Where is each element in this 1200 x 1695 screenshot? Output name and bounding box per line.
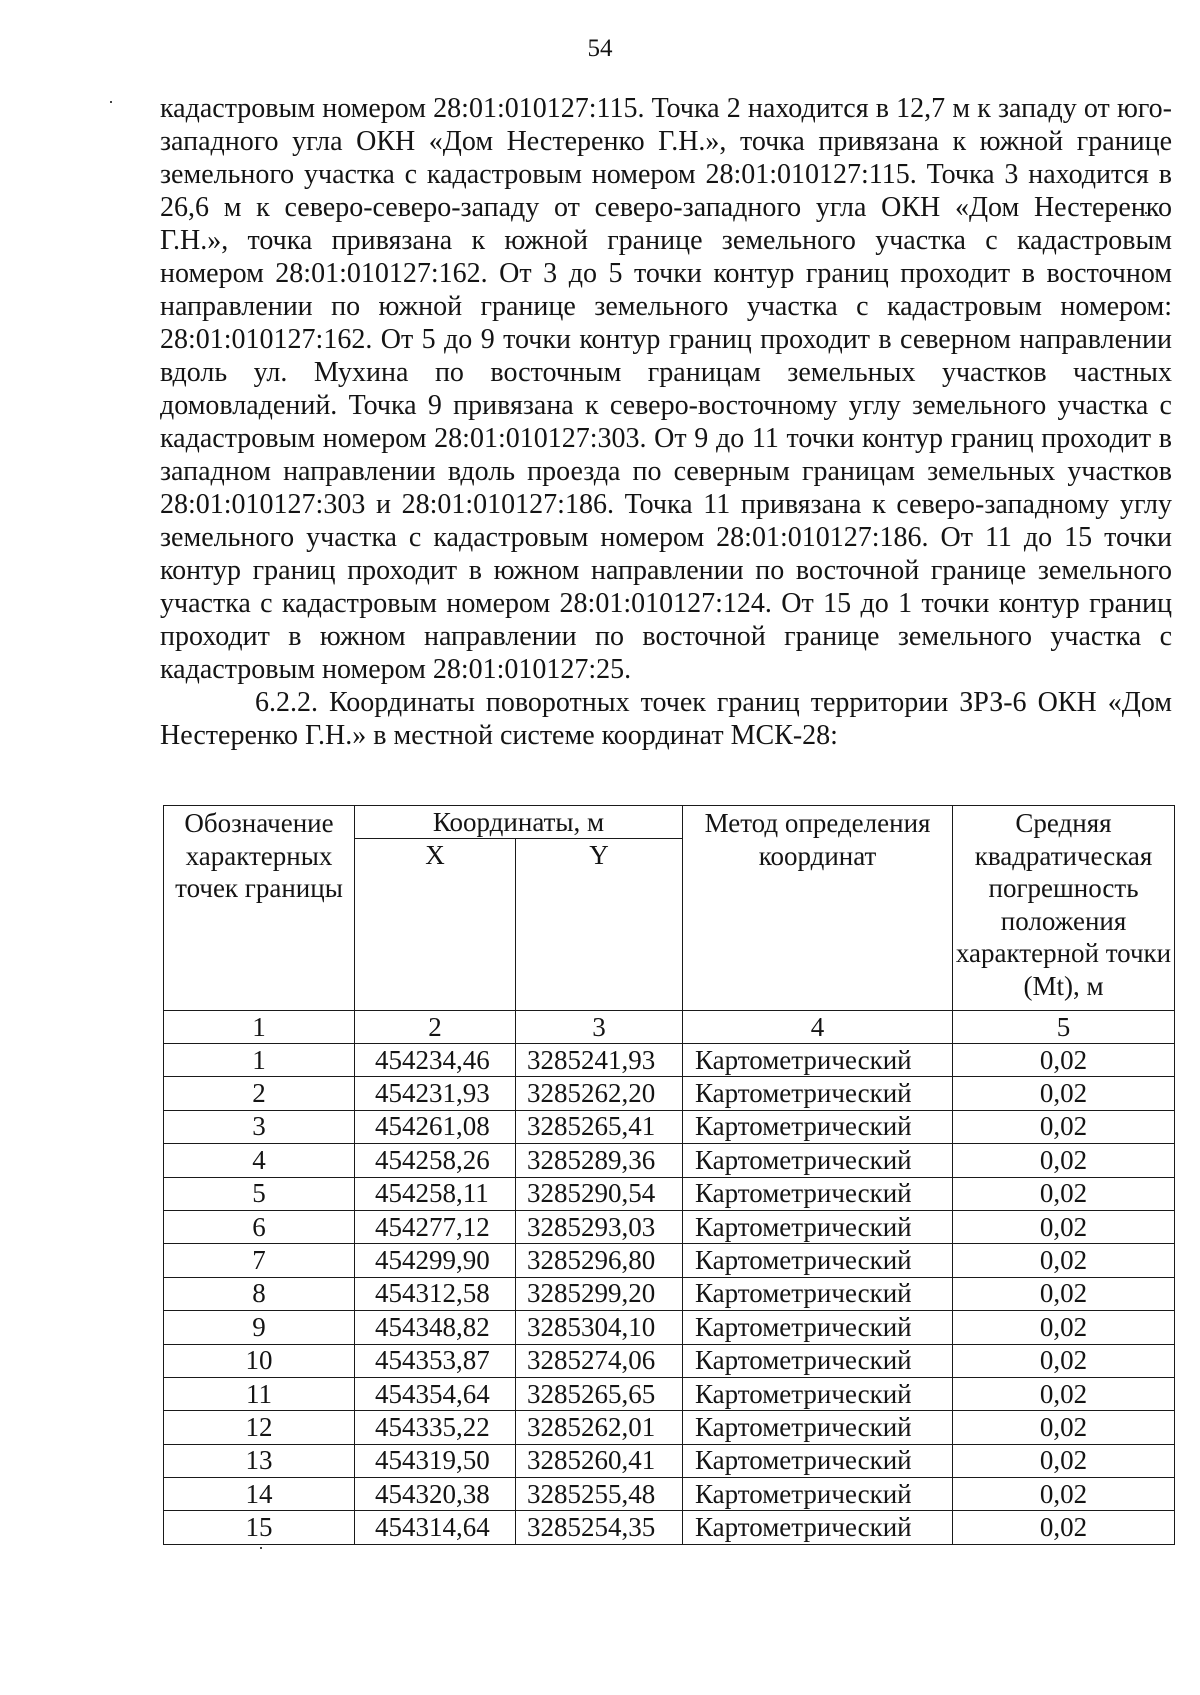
column-number: 5 (953, 1011, 1175, 1044)
point-number-cell: 1 (164, 1044, 355, 1077)
error-cell: 0,02 (953, 1478, 1175, 1511)
table-row (164, 1210, 1175, 1243)
x-coordinate-cell: 454261,08 (355, 1110, 516, 1143)
y-coordinate-cell: 3285254,35 (516, 1511, 683, 1544)
error-cell: 0,02 (953, 1344, 1175, 1377)
x-coordinate-cell: 454320,38 (355, 1478, 516, 1511)
method-cell: Картометрический (683, 1444, 953, 1477)
error-cell: 0,02 (953, 1411, 1175, 1444)
error-cell: 0,02 (953, 1311, 1175, 1344)
error-cell: 0,02 (953, 1444, 1175, 1477)
point-number-cell: 14 (164, 1478, 355, 1511)
x-coordinate-cell: 454348,82 (355, 1311, 516, 1344)
y-coordinate-cell: 3285296,80 (516, 1244, 683, 1277)
point-number-cell: 5 (164, 1177, 355, 1210)
table-body (164, 1044, 1175, 1545)
point-number-cell: 13 (164, 1444, 355, 1477)
error-cell: 0,02 (953, 1210, 1175, 1243)
x-coordinate-cell: 454258,26 (355, 1144, 516, 1177)
error-cell: 0,02 (953, 1511, 1175, 1544)
error-cell: 0,02 (953, 1077, 1175, 1110)
header-y: Y (516, 839, 683, 1011)
point-number-cell: 2 (164, 1077, 355, 1110)
method-cell: Картометрический (683, 1478, 953, 1511)
table-row (164, 1244, 1175, 1277)
table-row (164, 1444, 1175, 1477)
point-number-cell: 9 (164, 1311, 355, 1344)
table-row (164, 1177, 1175, 1210)
point-number-cell: 10 (164, 1344, 355, 1377)
x-coordinate-cell: 454335,22 (355, 1411, 516, 1444)
y-coordinate-cell: 3285274,06 (516, 1344, 683, 1377)
table-row (164, 1411, 1175, 1444)
column-number: 1 (164, 1011, 355, 1044)
y-coordinate-cell: 3285265,41 (516, 1110, 683, 1143)
table-row (164, 1277, 1175, 1310)
coordinates-table (163, 805, 1175, 1545)
scan-artifact (260, 1547, 262, 1549)
y-coordinate-cell: 3285304,10 (516, 1311, 683, 1344)
method-cell: Картометрический (683, 1244, 953, 1277)
table-row (164, 1077, 1175, 1110)
header-coordinates: Координаты, м (355, 806, 683, 839)
method-cell: Картометрический (683, 1144, 953, 1177)
method-cell: Картометрический (683, 1377, 953, 1410)
x-coordinate-cell: 454299,90 (355, 1244, 516, 1277)
point-number-cell: 6 (164, 1210, 355, 1243)
x-coordinate-cell: 454353,87 (355, 1344, 516, 1377)
error-cell: 0,02 (953, 1177, 1175, 1210)
point-number-cell: 12 (164, 1411, 355, 1444)
method-cell: Картометрический (683, 1044, 953, 1077)
table-row (164, 1377, 1175, 1410)
point-number-cell: 4 (164, 1144, 355, 1177)
section-heading-paragraph: 6.2.2. Координаты поворотных точек границ территории ЗРЗ-6 ОКН «Дом Нестеренко Г.Н.» в местной системе координат МСК-28: (160, 687, 1172, 751)
method-cell: Картометрический (683, 1077, 953, 1110)
point-number-cell: 11 (164, 1377, 355, 1410)
header-error: Средняя квадратическая погрешность положения характерной точки (Mt), м (953, 806, 1175, 1011)
y-coordinate-cell: 3285260,41 (516, 1444, 683, 1477)
table-row (164, 1511, 1175, 1544)
error-cell: 0,02 (953, 1110, 1175, 1143)
table-row (164, 1311, 1175, 1344)
x-coordinate-cell: 454231,93 (355, 1077, 516, 1110)
error-cell: 0,02 (953, 1144, 1175, 1177)
y-coordinate-cell: 3285290,54 (516, 1177, 683, 1210)
column-number: 4 (683, 1011, 953, 1044)
error-cell: 0,02 (953, 1044, 1175, 1077)
page-number: 54 (587, 35, 613, 62)
method-cell: Картометрический (683, 1411, 953, 1444)
error-cell: 0,02 (953, 1377, 1175, 1410)
y-coordinate-cell: 3285262,20 (516, 1077, 683, 1110)
body-text (160, 92, 1172, 752)
y-coordinate-cell: 3285293,03 (516, 1210, 683, 1243)
y-coordinate-cell: 3285262,01 (516, 1411, 683, 1444)
x-coordinate-cell: 454258,11 (355, 1177, 516, 1210)
y-coordinate-cell: 3285299,20 (516, 1277, 683, 1310)
y-coordinate-cell: 3285265,65 (516, 1377, 683, 1410)
body-paragraph: кадастровым номером 28:01:010127:115. Точка 2 находится в 12,7 м к западу от юго-западного угла ОКН «Дом Нестеренко Г.Н.», точка привязана к южной границе земельного участка с кадастровым номером 28:01:010127:115. Точка 3 находится в 26,6 м к северо-северо-западу от северо-западного угла ОКН «Дом Нестеренко Г.Н.», точка привязана к южной границе земельного участка с кадастровым номером 28:01:010127:162. От 3 до 5 точки контур границ проходит в восточном направлении по южной границе земельного участка с кадастровым номером: 28:01:010127:162. От 5 до 9 точки контур границ проходит в северном направлении вдоль ул. Мухина по восточным границам земельных участков частных домовладений. Точка 9 привязана к северо-восточному углу земельного участка с кадастровым номером 28:01:010127:303. От 9 до 11 точки контур границ проходит в западном направлении вдоль проезда по северным границам земельных участков 28:01:010127:303 и 28:01:010127:186. Точка 11 привязана к северо-западному углу земельного участка с кадастровым номером 28:01:010127:186. От 11 до 15 точки контур границ проходит в южном направлении по восточной границе земельного участка с кадастровым номером 28:01:010127:124. От 15 до 1 точки контур границ проходит в южном направлении по восточной границе земельного участка с кадастровым номером 28:01:010127:25. (160, 93, 1172, 685)
y-coordinate-cell: 3285241,93 (516, 1044, 683, 1077)
x-coordinate-cell: 454277,12 (355, 1210, 516, 1243)
point-number-cell: 15 (164, 1511, 355, 1544)
method-cell: Картометрический (683, 1177, 953, 1210)
point-number-cell: 8 (164, 1277, 355, 1310)
scan-artifact (110, 101, 112, 103)
x-coordinate-cell: 454319,50 (355, 1444, 516, 1477)
method-cell: Картометрический (683, 1277, 953, 1310)
error-cell: 0,02 (953, 1244, 1175, 1277)
x-coordinate-cell: 454354,64 (355, 1377, 516, 1410)
method-cell: Картометрический (683, 1344, 953, 1377)
column-number: 2 (355, 1011, 516, 1044)
method-cell: Картометрический (683, 1511, 953, 1544)
table-row (164, 1110, 1175, 1143)
point-number-cell: 3 (164, 1110, 355, 1143)
table-row (164, 1478, 1175, 1511)
table-row (164, 1144, 1175, 1177)
header-designation: Обозначение характерных точек границы (164, 806, 355, 1011)
table-row (164, 1344, 1175, 1377)
y-coordinate-cell: 3285289,36 (516, 1144, 683, 1177)
method-cell: Картометрический (683, 1210, 953, 1243)
x-coordinate-cell: 454312,58 (355, 1277, 516, 1310)
table-row (164, 1044, 1175, 1077)
header-x: X (355, 839, 516, 1011)
header-method: Метод определения координат (683, 806, 953, 1011)
x-coordinate-cell: 454234,46 (355, 1044, 516, 1077)
y-coordinate-cell: 3285255,48 (516, 1478, 683, 1511)
column-number-row (164, 1011, 1175, 1044)
method-cell: Картометрический (683, 1110, 953, 1143)
point-number-cell: 7 (164, 1244, 355, 1277)
column-number: 3 (516, 1011, 683, 1044)
x-coordinate-cell: 454314,64 (355, 1511, 516, 1544)
method-cell: Картометрический (683, 1311, 953, 1344)
error-cell: 0,02 (953, 1277, 1175, 1310)
